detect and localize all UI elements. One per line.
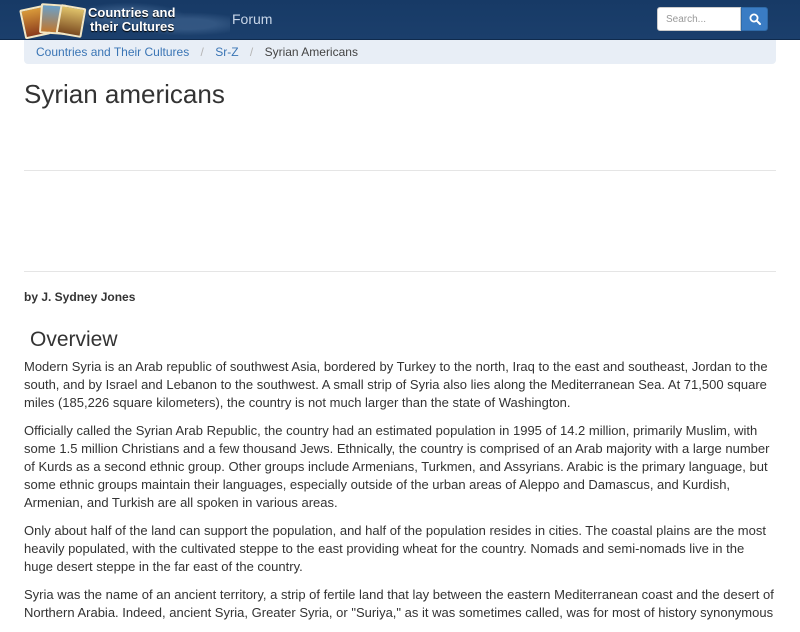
nav-forum-link[interactable]: Forum [232,11,273,27]
page-title: Syrian americans [24,79,225,109]
search-input[interactable] [657,7,741,31]
divider-bottom [24,271,776,272]
breadcrumb [24,40,776,64]
article-content [24,358,776,632]
culture-tiles-logo-icon[interactable] [22,3,84,37]
magnifier-icon [749,13,761,25]
breadcrumb-separator: / [249,45,254,59]
site-brand-link[interactable] [88,6,175,34]
author-byline: by J. Sydney Jones [24,290,136,304]
divider-top [24,170,776,171]
brand-line-2: their Cultures [90,19,175,34]
breadcrumb-current: Syrian Americans [264,45,358,59]
breadcrumb-item-sr-z[interactable]: Sr-Z [215,45,239,59]
search-button[interactable] [741,7,768,31]
breadcrumb-separator: / [200,45,204,59]
logo-tile-3 [56,4,87,38]
breadcrumb-item-countries[interactable]: Countries and Their Cultures [36,45,190,59]
top-navbar [0,0,800,40]
paragraph: Syria was the name of an ancient territory, a strip of fertile land that lay between the eastern Mediterranean coast and the desert of Northern Arabia. Indeed, ancient Syria, Greater Syria, or "Suriya," as it was sometimes called, was for most of history synonymous [24,587,774,620]
section-heading-overview: Overview [30,328,118,351]
paragraph: Officially called the Syrian Arab Republic, the country had an estimated population in 1995 of 14.2 million, primarily Muslim, with some 1.5 million Christians and a few thousand Jews. Ethnically, the country is comprised of an Arab majority with a large number of Kurds as a second ethnic group. Other groups include Armenians, Turkmen, and Assyrians. Arabic is the primary language, but some ethnic groups maintain their languages, especially outside of the urban areas of Aleppo and Damascus, and Kurdish, Armenian, and Turkish are all spoken in various areas. [24,423,770,510]
paragraph: Only about half of the land can support the population, and half of the population resides in cities. The coastal plains are the most heavily populated, with the cultivated steppe to the east providing wheat for the country. Nomads and semi-nomads live in the huge desert steppe in the far east of the country. [24,523,766,574]
brand-line-1: Countries and [88,5,176,20]
paragraph: Modern Syria is an Arab republic of southwest Asia, bordered by Turkey to the north, Iraq to the east and southeast, Jordan to the south, and by Israel and Lebanon to the southwest. A small strip of Syria also lies along the Mediterranean Sea. At 71,500 square miles (185,226 square kilometers), the country is not much larger than the state of Washington. [24,359,768,410]
